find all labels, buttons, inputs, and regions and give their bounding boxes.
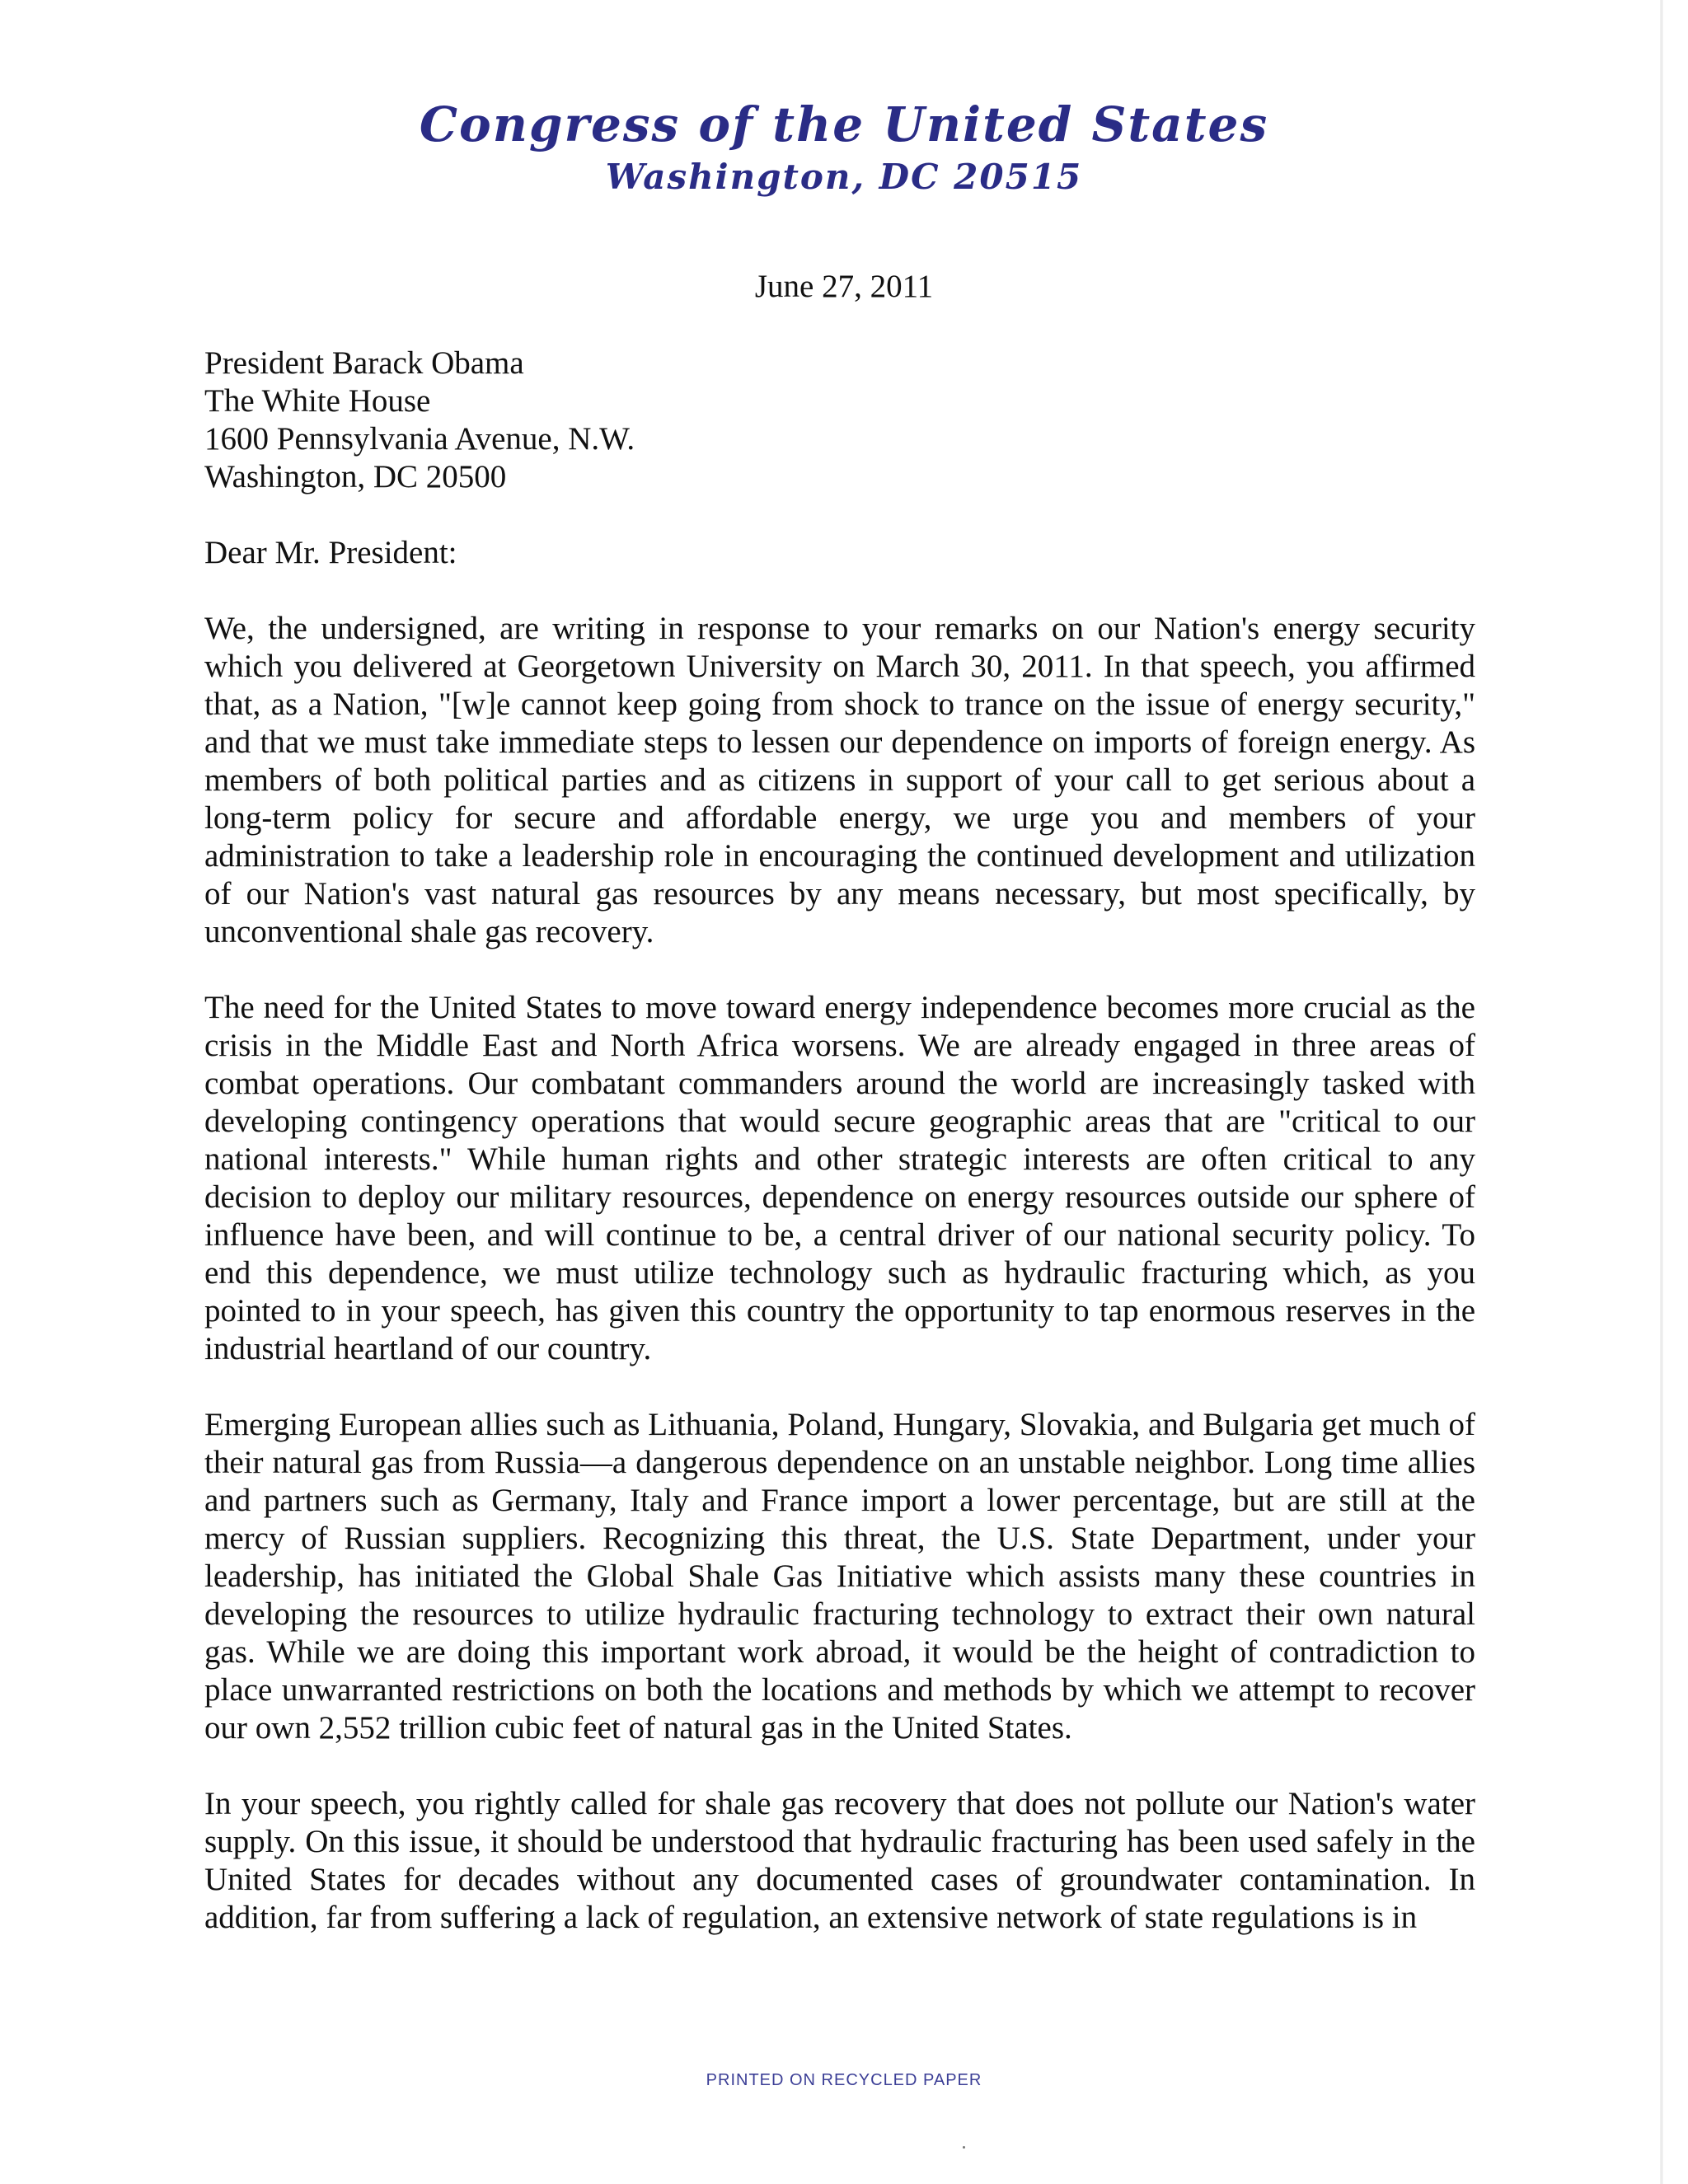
salutation: Dear Mr. President: (204, 535, 457, 570)
paragraph-4: In your speech, you rightly called for shale gas recovery that does not pollute our Nation's water supply. On this issue, it should be understood that hydraulic fracturing has been used safely in the United States for decades without any documented cases of groundwater contamination. In addition, far from suffering a lack of regulation, an extensive network of state regulations is in (204, 1786, 1475, 1935)
letterhead-title: Congress of the United States (419, 96, 1269, 152)
address-line-street: 1600 Pennsylvania Avenue, N.W. (204, 421, 635, 457)
address-line-name: President Barack Obama (204, 345, 524, 381)
scan-speck (963, 2146, 965, 2149)
page-edge-shadow (1660, 0, 1663, 2184)
letter-body (204, 344, 1475, 1937)
letterhead-subtitle: Washington, DC 20515 (605, 157, 1083, 197)
paragraph-3: Emerging European allies such as Lithuania, Poland, Hungary, Slovakia, and Bulgaria get much of their natural gas from Russia—a dangerous dependence on an unstable neighbor. Long time allies and partners such as Germany, Italy and France import a lower percentage, but are still at the mercy of Russian suppliers. Recognizing this threat, the U.S. State Department, under your leadership, has initiated the Global Shale Gas Initiative which assists many these countries in developing the resources to utilize hydraulic fracturing technology to extract their own natural gas. While we are doing this important work abroad, it would be the height of contradiction to place unwarranted restrictions on both the locations and methods by which we attempt to recover our own 2,552 trillion cubic feet of natural gas in the United States. (204, 1407, 1475, 1746)
letter-date: June 27, 2011 (754, 269, 934, 304)
address-line-city: Washington, DC 20500 (204, 459, 507, 494)
recycled-paper-footer: PRINTED ON RECYCLED PAPER (706, 2071, 982, 2089)
paragraph-2: The need for the United States to move toward energy independence becomes more crucial as the crisis in the Middle East and North Africa worsens. We are already engaged in three areas of combat operations. Our combatant commanders around the world are increasingly tasked with developing contingency operations that would secure geographic areas that are "critical to our national interests." While human rights and other strategic interests are often critical to any decision to deploy our military resources, dependence on energy resources outside our sphere of influence have been, and will continue to be, a central driver of our national security policy. To end this dependence, we must utilize technology such as hydraulic fracturing which, as you pointed to in your speech, has given this country the opportunity to tap enormous reserves in the industrial heartland of our country. (204, 990, 1475, 1366)
address-line-building: The White House (204, 383, 431, 419)
recipient-address (204, 344, 1475, 496)
letterhead (0, 95, 1688, 200)
paragraph-1: We, the undersigned, are writing in response to your remarks on our Nation's energy security which you delivered at Georgetown University on March 30, 2011. In that speech, you affirmed that, as a Nation, "[w]e cannot keep going from shock to trance on the issue of energy security," and that we must take immediate steps to lessen our dependence on imports of foreign energy. As members of both political parties and as citizens in support of your call to get serious about a long-term policy for secure and affordable energy, we urge you and members of your administration to take a leadership role in encouraging the continued development and utilization of our Nation's vast natural gas resources by any means necessary, but most specifically, by unconventional shale gas recovery. (204, 611, 1475, 949)
